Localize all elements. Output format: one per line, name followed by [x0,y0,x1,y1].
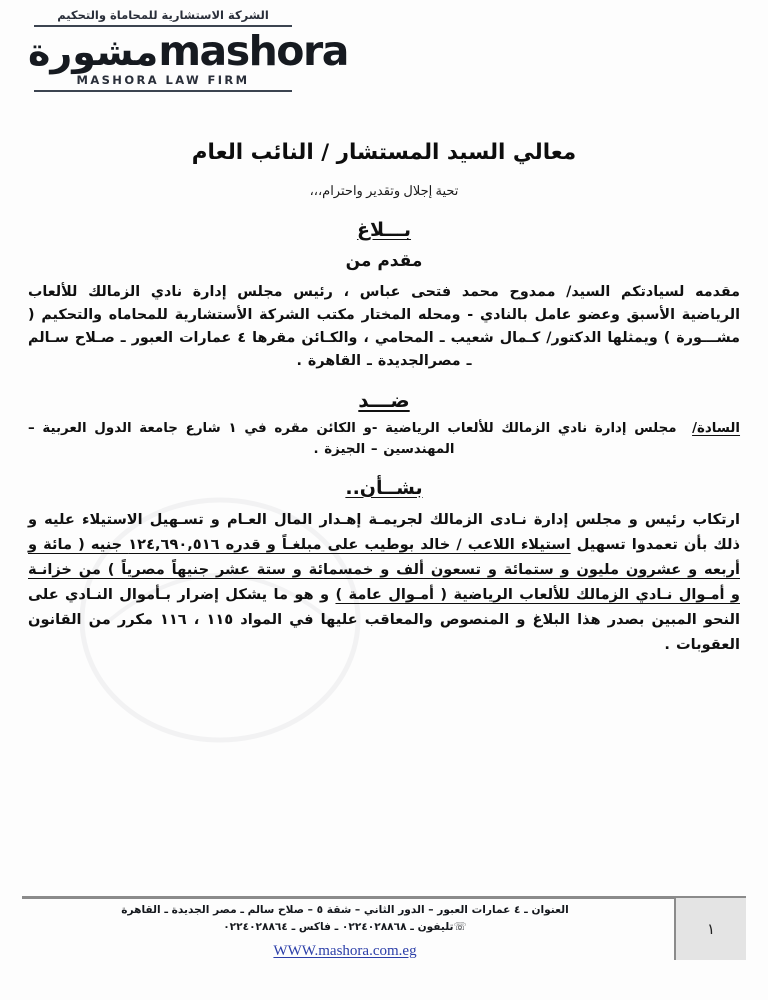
submitted-by-label: مقدم من [345,251,423,271]
document-body [28,128,740,657]
brand-wordmark-latin: mashora [158,26,348,75]
website-link[interactable]: WWW.mashora.com.eg [273,942,417,959]
footer-contact-block [22,902,668,960]
brand-subtitle: MASHORA LAW FIRM [76,73,250,88]
page-footer [0,896,768,992]
defendant-details: مجلس إدارة نادي الزمالك للألعاب الرياضية -و الكائن مقره في ١ شارع جامعة الدول العربية – المهندسين – الجيزة . [28,420,677,458]
plaintiff-paragraph: مقدمه لسيادتكم السيد/ ممدوح محمد فتحى عباس ، رئيس مجلس إدارة نادي الزمالك للألعاب الرياضية الأسبق وعضو عامل بالنادي - ومحله المختار مكتب الشركة الأستشارية للمحاماه والتحكيم ( مشـــورة ) ويمثلها الدكتور/ كـمال شعيب ـ المحامي ، والكـائن مقرها ٤ عمارات العبور ـ صـلاح سـالم ـ مصرالجديدة ـ القاهرة . [28,284,740,370]
page-number: ١ [706,920,716,938]
complaint-underlined-segment-2: جنيه ( مائة و أربعه و عشرون مليون و ستمائة و تسعون ألف و خمسمائة و ستة عشر جنيهاً مصرياً ) من خزانـة و أمـوال نـادي الزمالك للألعاب الرياضية ( أمـوال عامة ) [28,535,740,603]
telephone-icon: ☏ [453,921,467,934]
complaint-article-numbers: ١١٥ ، ١١٦ [159,610,234,628]
footer-contact-text: تليفون ـ ٠٢٢٤٠٢٨٨٦٨ ـ فاكس ـ ٠٢٢٤٠٢٨٨٦٤ [223,921,454,934]
letterhead-bottom-rule [34,90,292,92]
complaint-text-part-1: ارتكاب رئيس و مجلس إدارة نـادى الزمالك لجريمـة إهـدار المال العـام و تسـهيل الاستيلاء عليه و ذلك بأن تعمدوا تسهيل [28,510,740,553]
greeting-line: تحية إجلال وتقدير واحترام،،، [309,183,459,198]
footer-contact [22,919,668,936]
page-number-box [674,898,746,960]
defendant-paragraph [28,418,740,461]
addressee-line: معالي السيد المستشار / النائب العام [191,140,577,165]
subject-label: بشــأن.. [345,476,423,499]
complaint-text-part-2: و هو ما يشكل إضرار بـأموال النـادي على النحو المبين بصدر هذا البلاغ و المنصوص والمعاقب عليها في المواد [28,585,740,628]
complaint-amount-numeric: ١٢٤,٦٩٠,٥١٦ [128,535,220,553]
defendant-prefix: السادة/ [692,420,741,436]
letterhead-logo-block [28,8,348,92]
complaint-paragraph [28,507,740,658]
letterhead-tagline: الشركة الاستشارية للمحاماة والتحكيم [57,8,269,22]
complaint-text-part-3: مكرر من القانون العقوبات . [28,610,740,653]
letterhead [0,8,768,112]
complaint-underlined-segment-1: استيلاء اللاعب / خالد بوطيب على مبلغـاً و قدره [219,535,571,553]
footer-divider [22,896,746,899]
document-title: بـــلاغ [356,219,412,241]
against-label: ضـــد [358,387,410,412]
brand-wordmark-arabic: مشورة [28,29,159,74]
brand-wordmark [28,26,348,75]
footer-address: العنوان ـ ٤ عمارات العبور – الدور الثاني – شقة ٥ – صلاح سالم ـ مصر الجديدة ـ القاهرة [121,904,569,916]
